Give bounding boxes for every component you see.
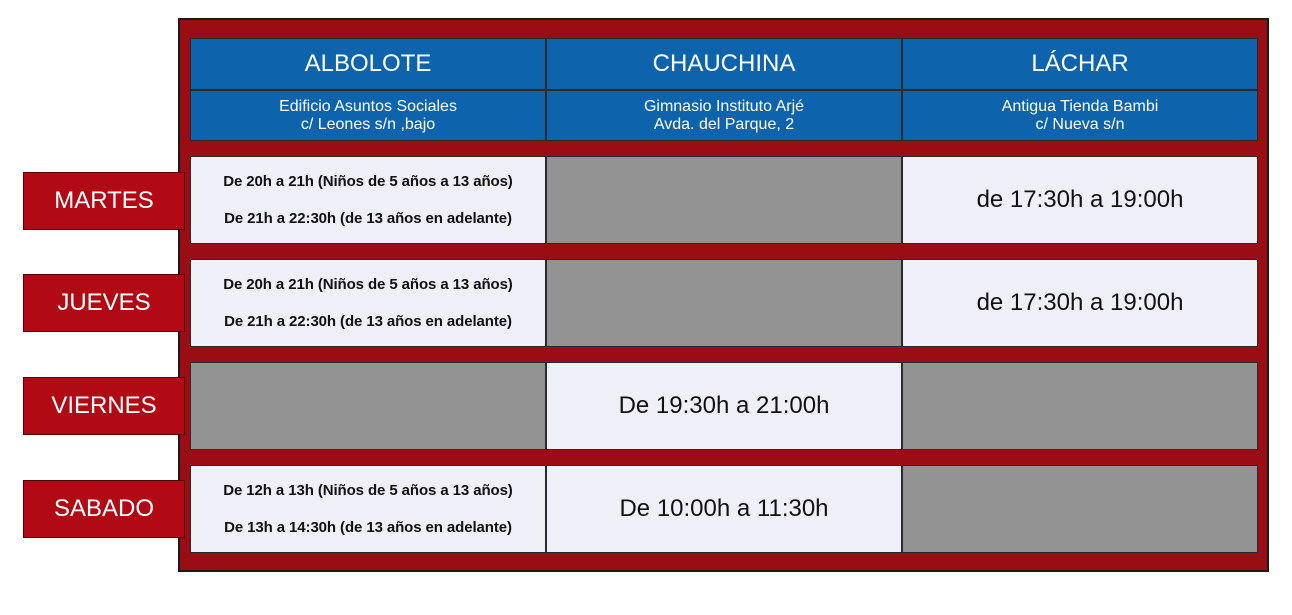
schedule-cell-viernes-chauchina [546,362,902,450]
schedule-cell-martes-lachar [902,156,1258,244]
schedule-cell-martes-chauchina [546,156,902,244]
schedule-line: De 21h a 22:30h (de 13 años en adelante) [224,210,512,227]
location-name-lachar: LÁCHAR [902,38,1258,90]
location-address-lachar [902,90,1258,141]
schedule-cell-viernes-lachar [902,362,1258,450]
schedule-line: De 21h a 22:30h (de 13 años en adelante) [224,313,512,330]
venue-address: Avda. del Parque, 2 [653,115,795,133]
schedule-line: de 17:30h a 19:00h [976,289,1184,316]
location-address-albolote [190,90,546,141]
venue-name: Gimnasio Instituto Arjé [643,97,805,115]
schedule-cell-sabado-albolote [190,465,546,553]
location-address-chauchina [546,90,902,141]
day-label-viernes: VIERNES [23,377,185,435]
day-label-sabado: SABADO [23,480,185,538]
venue-address: c/ Leones s/n ,bajo [300,115,436,133]
schedule-line: De 12h a 13h (Niños de 5 años a 13 años) [223,482,513,499]
schedule-line: De 19:30h a 21:00h [618,392,830,419]
location-name-albolote: ALBOLOTE [190,38,546,90]
venue-name: Edificio Asuntos Sociales [279,97,457,115]
schedule-line: De 10:00h a 11:30h [619,495,829,522]
schedule-cell-jueves-albolote [190,259,546,347]
venue-address: c/ Nueva s/n [1035,115,1125,133]
schedule-cell-martes-albolote [190,156,546,244]
schedule-cell-jueves-chauchina [546,259,902,347]
schedule-cell-sabado-lachar [902,465,1258,553]
schedule-cell-jueves-lachar [902,259,1258,347]
schedule-line: de 17:30h a 19:00h [976,186,1184,213]
schedule-cell-viernes-albolote [190,362,546,450]
venue-name: Antigua Tienda Bambi [1001,97,1159,115]
location-name-chauchina: CHAUCHINA [546,38,902,90]
schedule-line: De 13h a 14:30h (de 13 años en adelante) [224,519,512,536]
day-label-jueves: JUEVES [23,274,185,332]
schedule-line: De 20h a 21h (Niños de 5 años a 13 años) [223,276,513,293]
day-label-martes: MARTES [23,172,185,230]
schedule-line: De 20h a 21h (Niños de 5 años a 13 años) [223,173,513,190]
schedule-cell-sabado-chauchina [546,465,902,553]
